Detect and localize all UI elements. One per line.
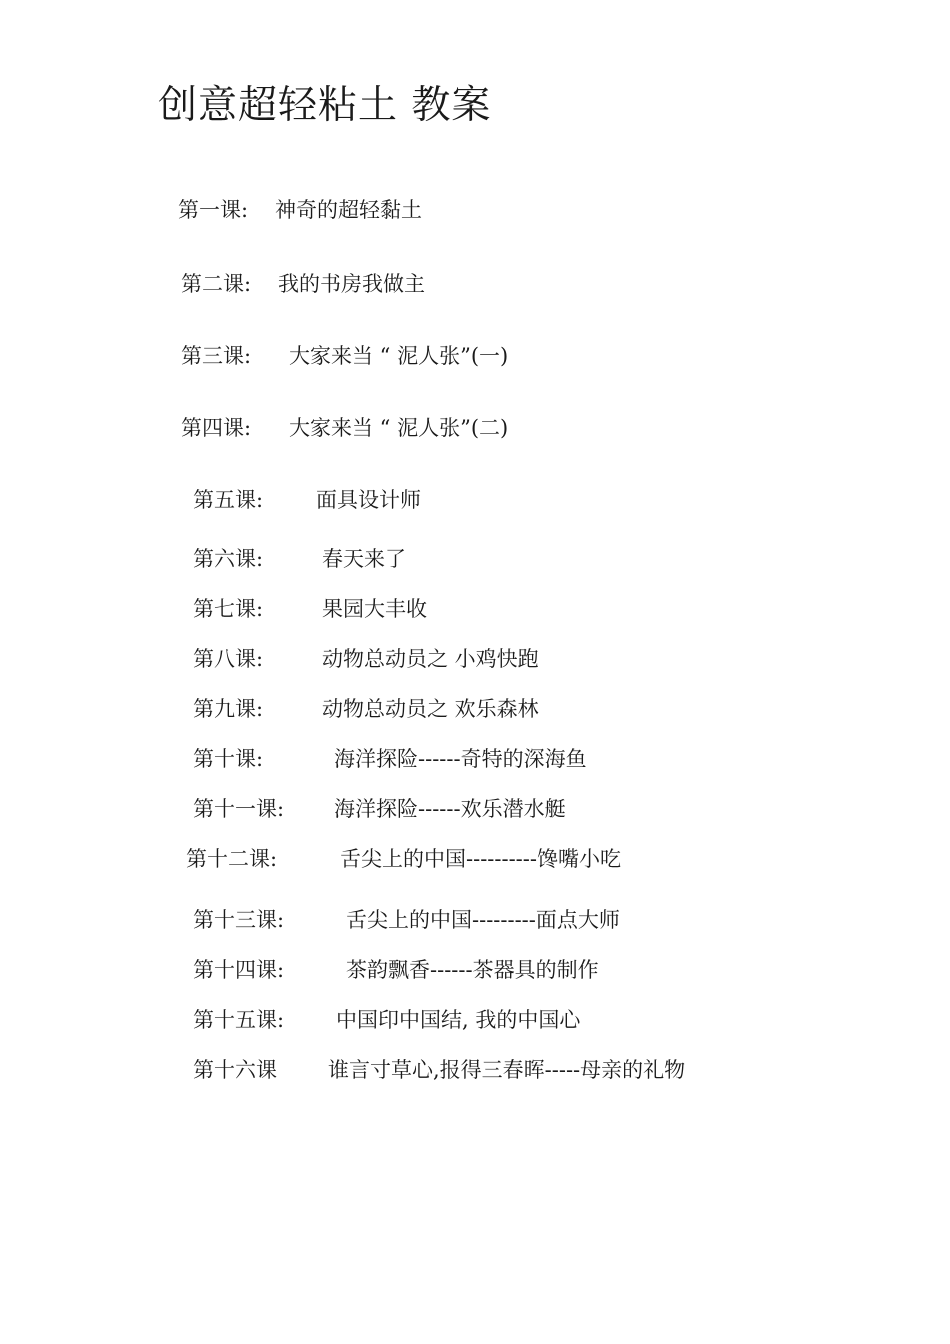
lesson-label: 第四课: [181,416,252,440]
lesson-name: 我的书房我做主 [278,272,425,296]
lesson-name: 茶韵飘香------茶器具的制作 [346,958,599,982]
lesson-name: 动物总动员之 小鸡快跑 [322,647,539,671]
lesson-label: 第十一课: [193,797,285,821]
lesson-label: 第六课: [193,547,264,571]
lesson-name: 大家来当 “ 泥人张”(一) [289,344,509,368]
lesson-name: 谁言寸草心,报得三春晖-----母亲的礼物 [328,1058,686,1082]
lesson-name: 舌尖上的中国---------面点大师 [346,908,620,932]
lesson-label: 第一课: [178,198,249,222]
lesson-label: 第十四课: [193,958,285,982]
lesson-name: 海洋探险------奇特的深海鱼 [334,747,587,771]
lesson-name: 大家来当 “ 泥人张”(二) [289,416,509,440]
lesson-label: 第十课: [193,747,264,771]
lesson-name: 春天来了 [322,547,406,571]
lesson-name: 动物总动员之 欢乐森林 [322,697,539,721]
lesson-name: 神奇的超轻黏土 [275,198,422,222]
lesson-name: 海洋探险------欢乐潜水艇 [334,797,566,821]
lesson-label: 第三课: [181,344,252,368]
lesson-label: 第九课: [193,697,264,721]
document-title: 创意超轻粘土 教案 [158,83,492,128]
lesson-name: 中国印中国结, 我的中国心 [336,1008,581,1032]
lesson-label: 第十五课: [193,1008,285,1032]
lesson-label: 第十三课: [193,908,285,932]
lesson-label: 第十二课: [186,847,278,871]
lesson-name: 果园大丰收 [322,597,427,621]
lesson-label: 第十六课 [193,1058,277,1082]
lesson-label: 第八课: [193,647,264,671]
lesson-label: 第五课: [193,488,264,512]
lesson-name: 舌尖上的中国----------馋嘴小吃 [340,847,621,871]
lesson-label: 第二课: [181,272,252,296]
lesson-label: 第七课: [193,597,264,621]
lesson-name: 面具设计师 [316,488,421,512]
